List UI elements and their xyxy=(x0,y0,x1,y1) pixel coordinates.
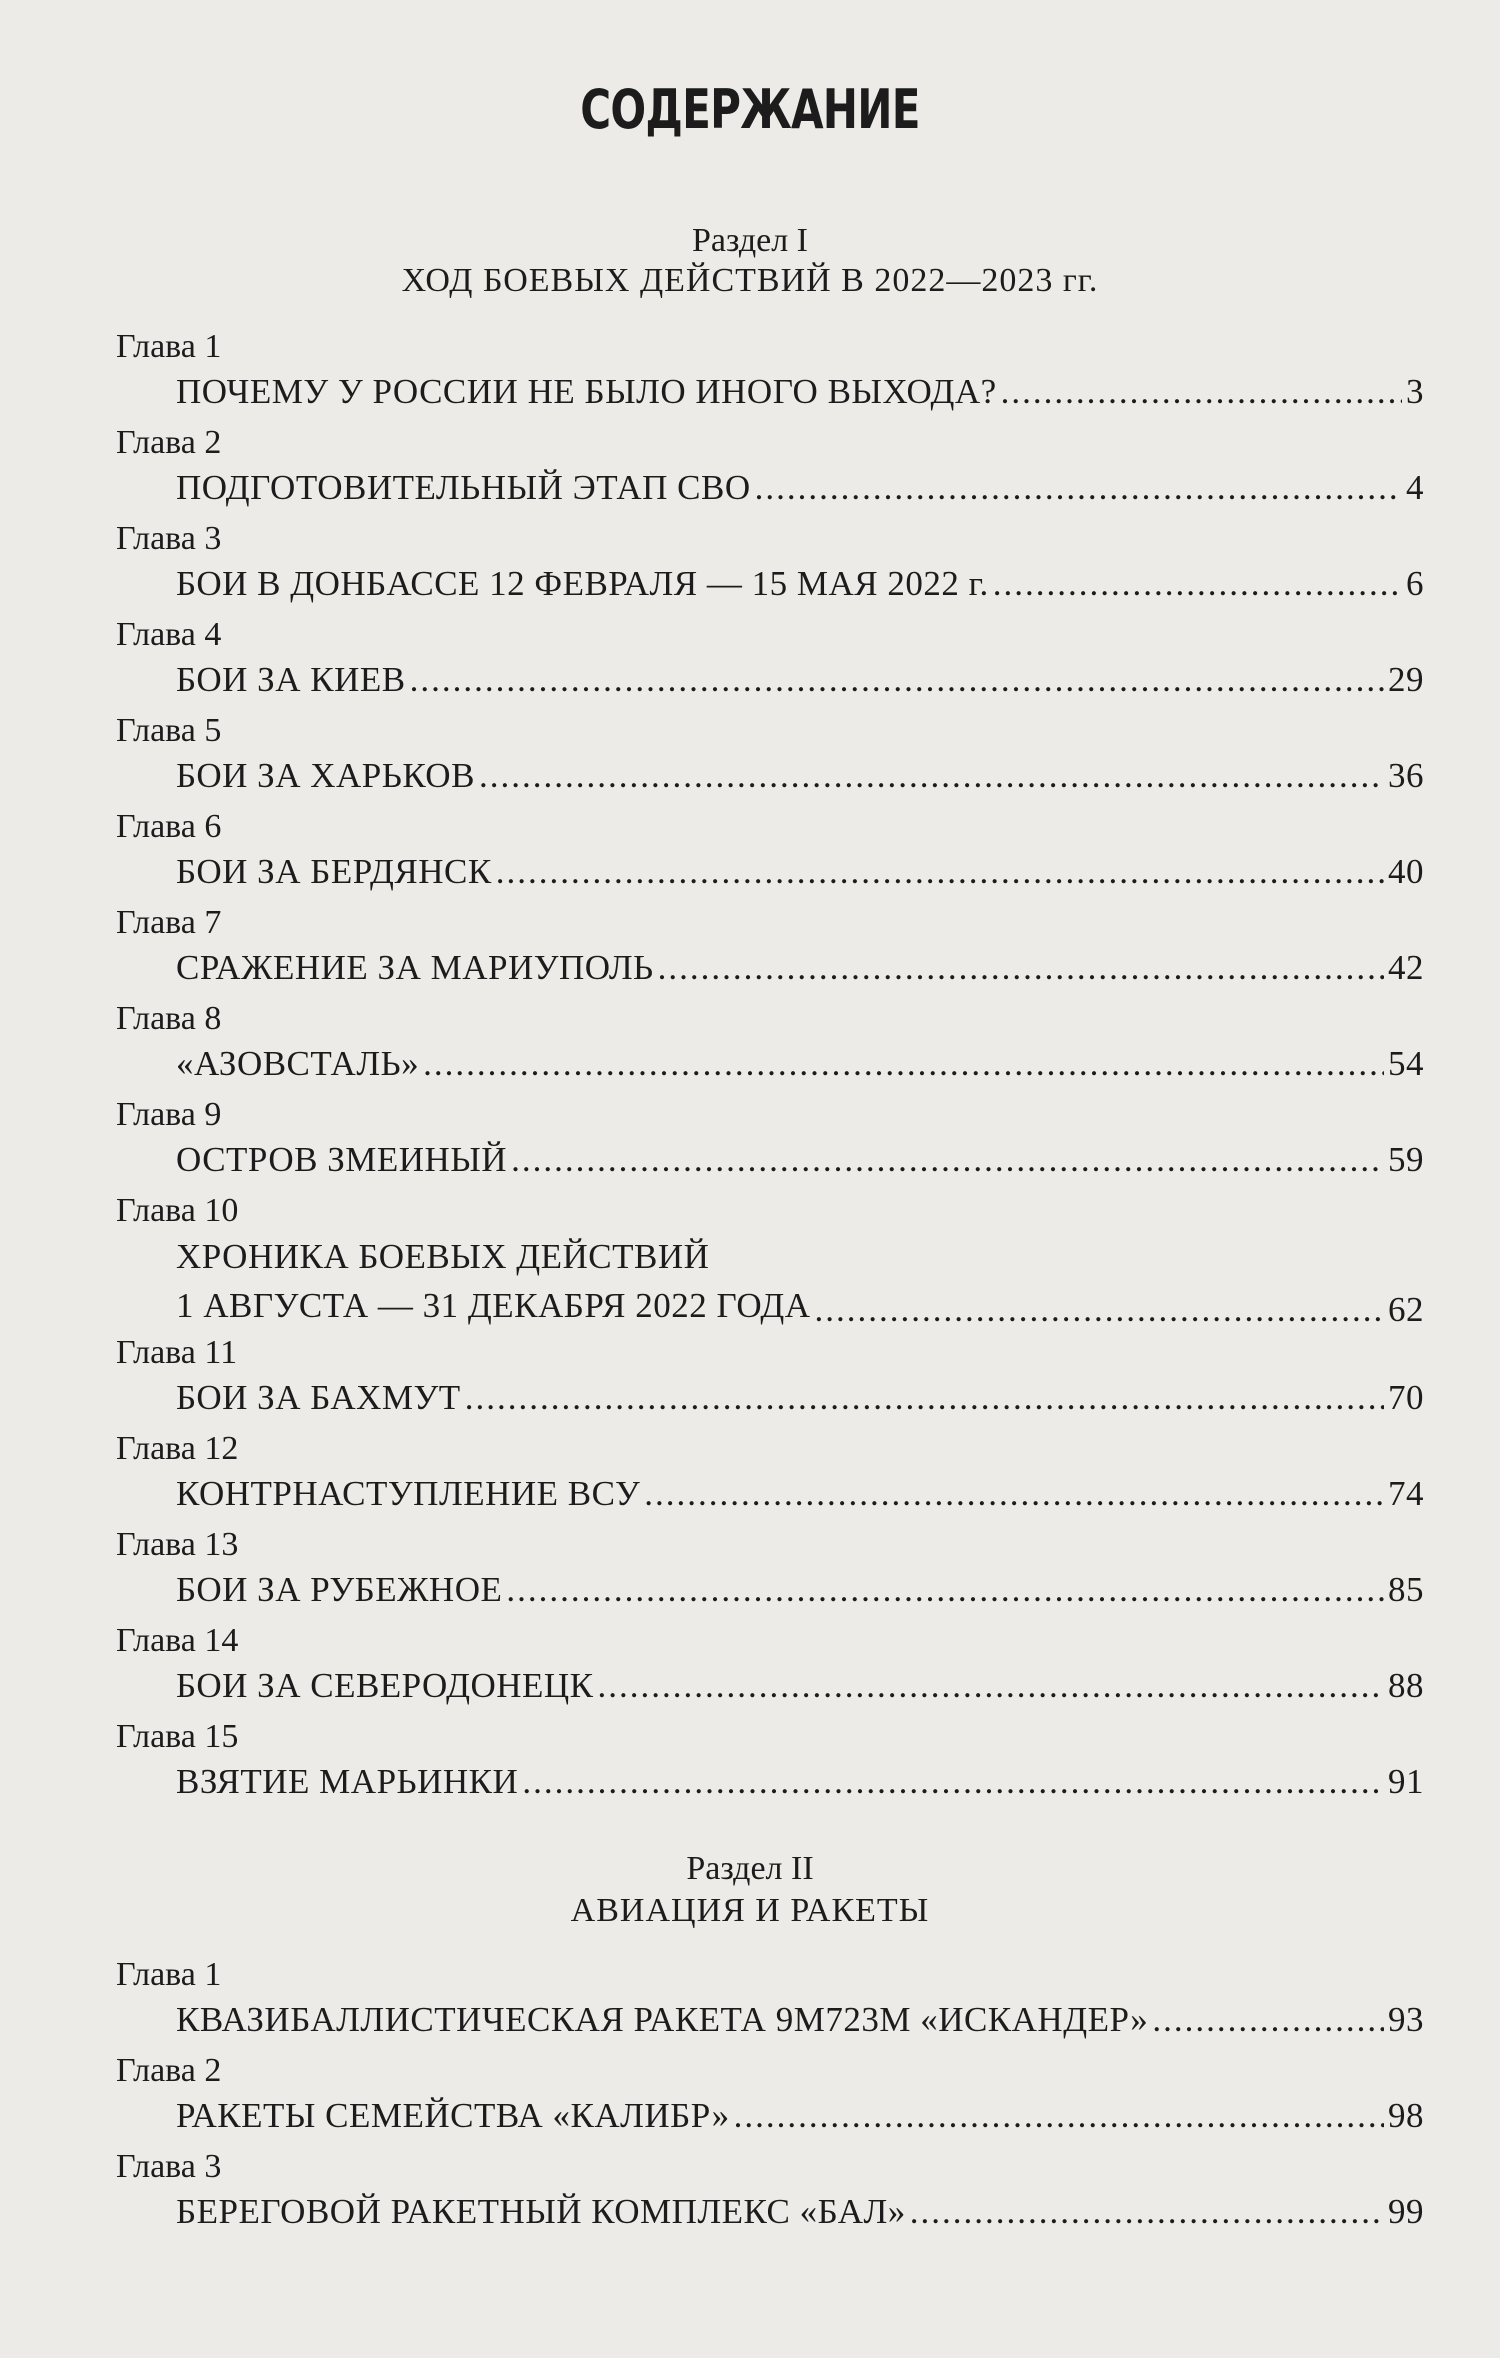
section-heading: ХОД БОЕВЫХ ДЕЙСТВИЙ В 2022—2023 гг. xyxy=(401,262,1099,299)
toc-entry[interactable] xyxy=(176,756,1424,796)
dot-leader xyxy=(993,564,1402,604)
toc-entry[interactable] xyxy=(176,564,1424,604)
page-number: 98 xyxy=(1388,2096,1424,2135)
chapter-number: Глава 2 xyxy=(116,2052,222,2089)
page-number: 6 xyxy=(1406,564,1424,603)
toc-entry[interactable] xyxy=(176,1666,1424,1706)
toc-entry[interactable] xyxy=(176,2096,1424,2136)
toc-entry[interactable] xyxy=(176,948,1424,988)
dot-leader xyxy=(658,948,1384,988)
toc-entry[interactable] xyxy=(176,1232,1424,1330)
entry-title: БОИ ЗА ХАРЬКОВ xyxy=(176,756,475,795)
toc-entry[interactable] xyxy=(176,1378,1424,1418)
chapter-number: Глава 3 xyxy=(116,520,222,557)
dot-leader xyxy=(410,660,1384,700)
dot-leader xyxy=(755,468,1402,508)
entry-title: БОИ ЗА БАХМУТ xyxy=(176,1378,461,1417)
page-number: 70 xyxy=(1388,1378,1424,1417)
entry-title-group xyxy=(176,1232,811,1330)
page-number: 42 xyxy=(1388,948,1424,987)
dot-leader xyxy=(465,1378,1384,1418)
page-number: 93 xyxy=(1388,2000,1424,2039)
dot-leader xyxy=(1001,372,1402,412)
dot-leader xyxy=(734,2096,1384,2136)
chapter-number: Глава 13 xyxy=(116,1526,239,1563)
chapter-number: Глава 14 xyxy=(116,1622,239,1659)
entry-title: ВЗЯТИЕ МАРЬИНКИ xyxy=(176,1762,519,1801)
toc-entry[interactable] xyxy=(176,468,1424,508)
toc-entry[interactable] xyxy=(176,1140,1424,1180)
dot-leader xyxy=(506,1570,1384,1610)
chapter-number: Глава 1 xyxy=(116,328,222,365)
page-number: 85 xyxy=(1388,1570,1424,1609)
toc-entry[interactable] xyxy=(176,1474,1424,1514)
page-number: 4 xyxy=(1406,468,1424,507)
chapter-number: Глава 2 xyxy=(116,424,222,461)
entry-title: БОИ В ДОНБАССЕ 12 ФЕВРАЛЯ — 15 МАЯ 2022 г. xyxy=(176,564,989,603)
entry-title: ОСТРОВ ЗМЕИНЫЙ xyxy=(176,1140,508,1179)
toc-entry[interactable] xyxy=(176,1044,1424,1084)
dot-leader xyxy=(598,1666,1384,1706)
dot-leader xyxy=(815,1290,1384,1330)
section-heading: АВИАЦИЯ И РАКЕТЫ xyxy=(570,1892,930,1929)
entry-title: СРАЖЕНИЕ ЗА МАРИУПОЛЬ xyxy=(176,948,654,987)
dot-leader xyxy=(644,1474,1384,1514)
entry-title: БОИ ЗА РУБЕЖНОЕ xyxy=(176,1570,503,1609)
entry-title: БОИ ЗА СЕВЕРОДОНЕЦК xyxy=(176,1666,594,1705)
page-number: 62 xyxy=(1388,1290,1424,1329)
entry-title: БОИ ЗА КИЕВ xyxy=(176,660,406,699)
page-title: СОДЕРЖАНИЕ xyxy=(580,78,920,141)
chapter-number: Глава 10 xyxy=(116,1192,239,1229)
chapter-number: Глава 6 xyxy=(116,808,222,845)
toc-entry[interactable] xyxy=(176,2000,1424,2040)
page-number: 3 xyxy=(1406,372,1424,411)
chapter-number: Глава 11 xyxy=(116,1334,238,1371)
toc-entry[interactable] xyxy=(176,2192,1424,2232)
entry-title: ПОДГОТОВИТЕЛЬНЫЙ ЭТАП СВО xyxy=(176,468,751,507)
entry-title: РАКЕТЫ СЕМЕЙСТВА «КАЛИБР» xyxy=(176,2096,730,2135)
entry-title: ПОЧЕМУ У РОССИИ НЕ БЫЛО ИНОГО ВЫХОДА? xyxy=(176,372,997,411)
entry-title: ХРОНИКА БОЕВЫХ ДЕЙСТВИЙ xyxy=(176,1237,710,1276)
entry-title: БОИ ЗА БЕРДЯНСК xyxy=(176,852,492,891)
page-number: 40 xyxy=(1388,852,1424,891)
chapter-number: Глава 12 xyxy=(116,1430,239,1467)
chapter-number: Глава 1 xyxy=(116,1956,222,1993)
dot-leader xyxy=(423,1044,1384,1084)
chapter-number: Глава 4 xyxy=(116,616,222,653)
entry-title: «АЗОВСТАЛЬ» xyxy=(176,1044,420,1083)
chapter-number: Глава 3 xyxy=(116,2148,222,2185)
page-number: 59 xyxy=(1388,1140,1424,1179)
section-label: Раздел I xyxy=(692,222,808,259)
dot-leader xyxy=(1152,2000,1384,2040)
page-number: 74 xyxy=(1388,1474,1424,1513)
page-number: 36 xyxy=(1388,756,1424,795)
page-number: 99 xyxy=(1388,2192,1424,2231)
section-label: Раздел II xyxy=(686,1850,814,1887)
page-number: 29 xyxy=(1388,660,1424,699)
chapter-number: Глава 15 xyxy=(116,1718,239,1755)
toc-entry[interactable] xyxy=(176,1762,1424,1802)
toc-entry[interactable] xyxy=(176,852,1424,892)
dot-leader xyxy=(511,1140,1384,1180)
dot-leader xyxy=(522,1762,1384,1802)
chapter-number: Глава 7 xyxy=(116,904,222,941)
entry-title-line2: 1 АВГУСТА — 31 ДЕКАБРЯ 2022 ГОДА xyxy=(176,1286,811,1325)
page-number: 91 xyxy=(1388,1762,1424,1801)
dot-leader xyxy=(910,2192,1384,2232)
chapter-number: Глава 5 xyxy=(116,712,222,749)
entry-title: БЕРЕГОВОЙ РАКЕТНЫЙ КОМПЛЕКС «БАЛ» xyxy=(176,2192,906,2231)
toc-entry[interactable] xyxy=(176,1570,1424,1610)
dot-leader xyxy=(496,852,1384,892)
chapter-number: Глава 8 xyxy=(116,1000,222,1037)
toc-entry[interactable] xyxy=(176,372,1424,412)
toc-entry[interactable] xyxy=(176,660,1424,700)
dot-leader xyxy=(479,756,1384,796)
entry-title: КОНТРНАСТУПЛЕНИЕ ВСУ xyxy=(176,1474,641,1513)
chapter-number: Глава 9 xyxy=(116,1096,222,1133)
page-number: 88 xyxy=(1388,1666,1424,1705)
entry-title: КВАЗИБАЛЛИСТИЧЕСКАЯ РАКЕТА 9М723М «ИСКАНДЕР» xyxy=(176,2000,1149,2039)
page-number: 54 xyxy=(1388,1044,1424,1083)
